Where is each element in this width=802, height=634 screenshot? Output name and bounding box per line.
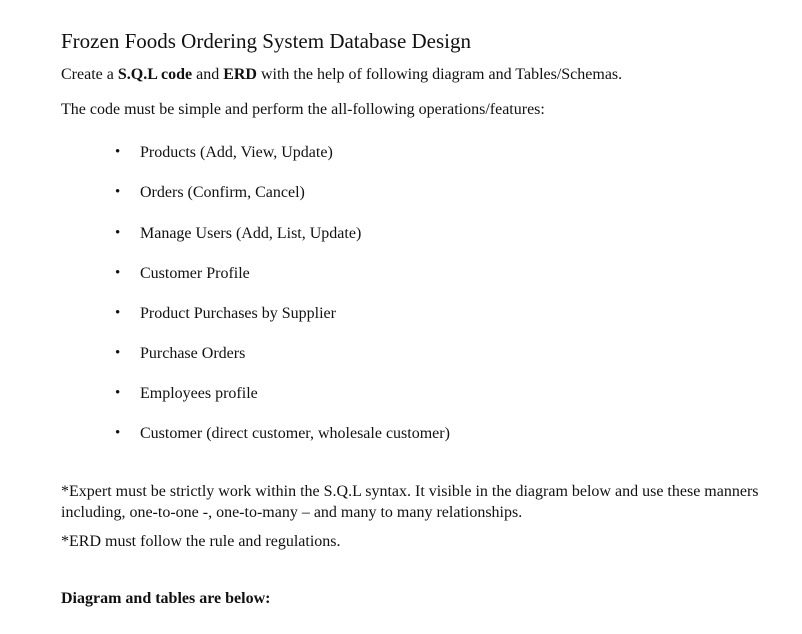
bullet-icon: • [115, 305, 121, 321]
feature-label: Products (Add, View, Update) [140, 144, 333, 161]
document-title: Frozen Foods Ordering System Database Design [61, 29, 472, 53]
feature-item [115, 383, 258, 404]
requirement-paragraph: The code must be simple and perform the all-following operations/features: [61, 101, 545, 118]
intro-sql-bold: S.Q.L code [117, 66, 193, 83]
intro-erd-bold: ERD [223, 66, 257, 83]
feature-item [115, 142, 333, 163]
bullet-icon: • [115, 265, 121, 281]
erd-note: *ERD must follow the rule and regulations. [61, 533, 341, 550]
syntax-note: *Expert must be strictly work within the S.Q.L syntax. It visible in the diagram below and use these manners including, one-to-one -, one-to-many – and many to many relationships. [61, 483, 759, 521]
feature-item [115, 303, 336, 324]
bullet-icon: • [115, 385, 121, 401]
feature-label: Customer (direct customer, wholesale customer) [140, 425, 450, 442]
diagram-heading: Diagram and tables are below: [61, 590, 271, 607]
feature-label: Orders (Confirm, Cancel) [140, 184, 305, 201]
feature-item [115, 223, 362, 244]
bullet-icon: • [115, 144, 121, 160]
feature-item [115, 182, 305, 203]
feature-item [115, 423, 450, 444]
feature-label: Employees profile [140, 385, 258, 402]
bullet-icon: • [115, 425, 121, 441]
bullet-icon: • [115, 345, 121, 361]
feature-label: Product Purchases by Supplier [140, 305, 336, 322]
feature-item [115, 263, 250, 284]
bullet-icon: • [115, 225, 121, 241]
feature-label: Manage Users (Add, List, Update) [140, 225, 362, 242]
feature-label: Customer Profile [140, 265, 250, 282]
intro-prefix: Create a [61, 66, 118, 83]
intro-and: and [192, 66, 224, 83]
bullet-icon: • [115, 184, 121, 200]
intro-paragraph [61, 64, 622, 85]
feature-item [115, 343, 246, 364]
feature-label: Purchase Orders [140, 345, 246, 362]
intro-suffix: with the help of following diagram and Tables/Schemas. [256, 66, 623, 83]
